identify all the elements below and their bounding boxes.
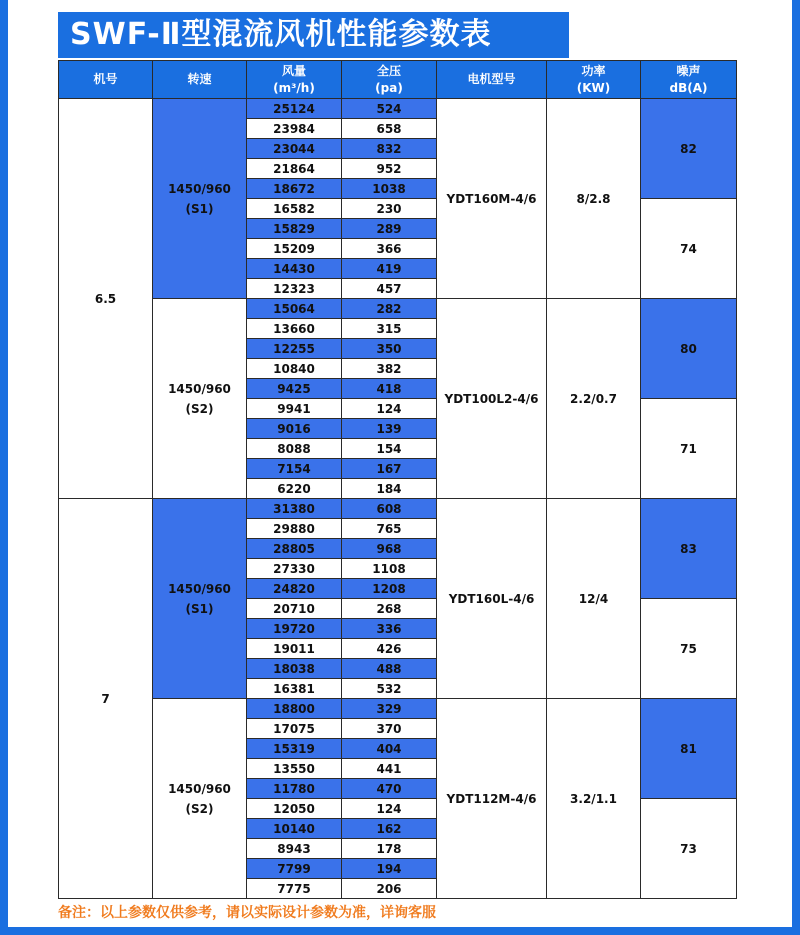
airflow-cell: 19720	[247, 619, 342, 639]
airflow-cell: 18038	[247, 659, 342, 679]
pressure-cell: 532	[342, 679, 437, 699]
airflow-cell: 12050	[247, 799, 342, 819]
motor-model-cell: YDT112M-4/6	[437, 699, 547, 899]
airflow-cell: 28805	[247, 539, 342, 559]
header-power: 功率 (KW)	[547, 61, 641, 99]
airflow-cell: 10140	[247, 819, 342, 839]
speed-cell	[153, 299, 247, 499]
table-row	[59, 299, 737, 319]
frame-left-border	[0, 0, 8, 935]
speed-cell-line: 1450/960	[168, 381, 231, 396]
pressure-cell: 178	[342, 839, 437, 859]
speed-cell-line: 1450/960	[168, 781, 231, 796]
pressure-cell: 968	[342, 539, 437, 559]
pressure-cell: 230	[342, 199, 437, 219]
noise-cell: 83	[641, 499, 737, 599]
frame-right-border	[792, 0, 800, 935]
pressure-cell: 404	[342, 739, 437, 759]
airflow-cell: 14430	[247, 259, 342, 279]
power-cell: 3.2/1.1	[547, 699, 641, 899]
pressure-cell: 441	[342, 759, 437, 779]
airflow-cell: 10840	[247, 359, 342, 379]
airflow-cell: 16381	[247, 679, 342, 699]
pressure-cell: 952	[342, 159, 437, 179]
page-title: SWF-Ⅱ型混流风机性能参数表	[58, 12, 569, 58]
header-noise: 噪声 dB(A)	[641, 61, 737, 99]
header-pressure: 全压 (pa)	[342, 61, 437, 99]
speed-cell-line: (S2)	[185, 401, 214, 416]
airflow-cell: 19011	[247, 639, 342, 659]
pressure-cell: 426	[342, 639, 437, 659]
power-cell: 8/2.8	[547, 99, 641, 299]
pressure-cell: 350	[342, 339, 437, 359]
header-airflow: 风量 (m³/h)	[247, 61, 342, 99]
pressure-cell: 167	[342, 459, 437, 479]
pressure-cell: 1208	[342, 579, 437, 599]
airflow-cell: 18800	[247, 699, 342, 719]
power-cell: 2.2/0.7	[547, 299, 641, 499]
header-model: 机号	[59, 61, 153, 99]
motor-model-cell: YDT160L-4/6	[437, 499, 547, 699]
airflow-cell: 13660	[247, 319, 342, 339]
airflow-cell: 7799	[247, 859, 342, 879]
airflow-cell: 9425	[247, 379, 342, 399]
pressure-cell: 184	[342, 479, 437, 499]
airflow-cell: 25124	[247, 99, 342, 119]
pressure-cell: 488	[342, 659, 437, 679]
pressure-cell: 268	[342, 599, 437, 619]
speed-cell	[153, 99, 247, 299]
speed-cell	[153, 499, 247, 699]
pressure-cell: 370	[342, 719, 437, 739]
pressure-cell: 658	[342, 119, 437, 139]
pressure-cell: 765	[342, 519, 437, 539]
airflow-cell: 27330	[247, 559, 342, 579]
pressure-cell: 154	[342, 439, 437, 459]
frame-bottom-border	[0, 927, 800, 935]
header-speed: 转速	[153, 61, 247, 99]
pressure-cell: 289	[342, 219, 437, 239]
noise-cell: 74	[641, 199, 737, 299]
noise-cell: 80	[641, 299, 737, 399]
speed-cell-line: (S2)	[185, 801, 214, 816]
airflow-cell: 21864	[247, 159, 342, 179]
airflow-cell: 12255	[247, 339, 342, 359]
speed-cell-line: (S1)	[185, 201, 214, 216]
noise-cell: 73	[641, 799, 737, 899]
airflow-cell: 13550	[247, 759, 342, 779]
speed-cell-line: 1450/960	[168, 581, 231, 596]
table-row	[59, 699, 737, 719]
pressure-cell: 457	[342, 279, 437, 299]
pressure-cell: 139	[342, 419, 437, 439]
performance-table	[58, 60, 737, 899]
airflow-cell: 16582	[247, 199, 342, 219]
pressure-cell: 124	[342, 399, 437, 419]
pressure-cell: 524	[342, 99, 437, 119]
pressure-cell: 419	[342, 259, 437, 279]
pressure-cell: 329	[342, 699, 437, 719]
airflow-cell: 8088	[247, 439, 342, 459]
speed-cell	[153, 699, 247, 899]
airflow-cell: 17075	[247, 719, 342, 739]
airflow-cell: 9016	[247, 419, 342, 439]
pressure-cell: 418	[342, 379, 437, 399]
airflow-cell: 23984	[247, 119, 342, 139]
footnote: 备注：以上参数仅供参考，请以实际设计参数为准，详询客服	[58, 905, 436, 921]
speed-cell-line: 1450/960	[168, 181, 231, 196]
header-motor: 电机型号	[437, 61, 547, 99]
pressure-cell: 382	[342, 359, 437, 379]
motor-model-cell: YDT160M-4/6	[437, 99, 547, 299]
noise-cell: 71	[641, 399, 737, 499]
table-row	[59, 499, 737, 519]
pressure-cell: 1038	[342, 179, 437, 199]
pressure-cell: 608	[342, 499, 437, 519]
pressure-cell: 470	[342, 779, 437, 799]
table-row	[59, 99, 737, 119]
speed-cell-line: (S1)	[185, 601, 214, 616]
table-header-row	[59, 61, 737, 99]
airflow-cell: 6220	[247, 479, 342, 499]
airflow-cell: 15209	[247, 239, 342, 259]
pressure-cell: 832	[342, 139, 437, 159]
airflow-cell: 15064	[247, 299, 342, 319]
pressure-cell: 206	[342, 879, 437, 899]
airflow-cell: 24820	[247, 579, 342, 599]
pressure-cell: 282	[342, 299, 437, 319]
airflow-cell: 29880	[247, 519, 342, 539]
airflow-cell: 7154	[247, 459, 342, 479]
airflow-cell: 8943	[247, 839, 342, 859]
pressure-cell: 336	[342, 619, 437, 639]
airflow-cell: 18672	[247, 179, 342, 199]
pressure-cell: 366	[342, 239, 437, 259]
pressure-cell: 162	[342, 819, 437, 839]
machine-number-cell: 6.5	[59, 99, 153, 499]
airflow-cell: 20710	[247, 599, 342, 619]
airflow-cell: 9941	[247, 399, 342, 419]
airflow-cell: 15319	[247, 739, 342, 759]
airflow-cell: 23044	[247, 139, 342, 159]
pressure-cell: 124	[342, 799, 437, 819]
pressure-cell: 315	[342, 319, 437, 339]
pressure-cell: 1108	[342, 559, 437, 579]
airflow-cell: 7775	[247, 879, 342, 899]
motor-model-cell: YDT100L2-4/6	[437, 299, 547, 499]
noise-cell: 82	[641, 99, 737, 199]
power-cell: 12/4	[547, 499, 641, 699]
noise-cell: 81	[641, 699, 737, 799]
noise-cell: 75	[641, 599, 737, 699]
airflow-cell: 11780	[247, 779, 342, 799]
airflow-cell: 15829	[247, 219, 342, 239]
machine-number-cell: 7	[59, 499, 153, 899]
airflow-cell: 12323	[247, 279, 342, 299]
pressure-cell: 194	[342, 859, 437, 879]
airflow-cell: 31380	[247, 499, 342, 519]
